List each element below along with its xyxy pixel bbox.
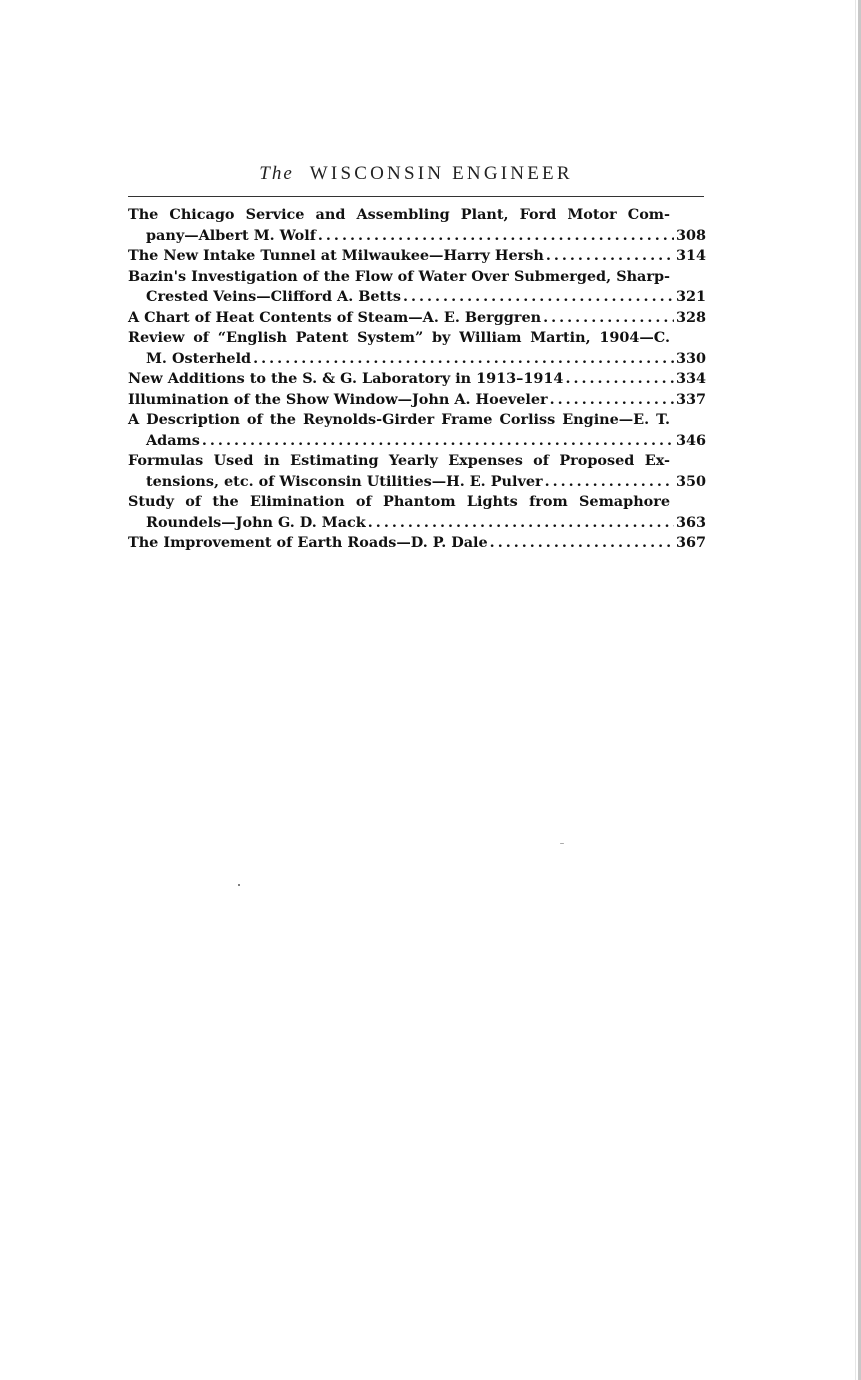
- dot-leader: [403, 287, 674, 308]
- toc-entry: [128, 390, 707, 411]
- toc-entry: [128, 205, 707, 246]
- toc-entry-leader-line: [128, 513, 707, 534]
- table-of-contents: [128, 205, 707, 554]
- page-number: 363: [676, 513, 707, 531]
- header-rule: [128, 196, 704, 197]
- toc-entry-text: Roundels—John G. D. Mack: [146, 513, 366, 531]
- dot-leader: [565, 369, 674, 390]
- dot-leader: [545, 472, 674, 493]
- dot-leader: [318, 226, 674, 247]
- page-number: 367: [676, 534, 707, 551]
- toc-entry-text: M. Osterheld: [146, 349, 252, 367]
- page-number: 330: [676, 349, 707, 367]
- toc-entry: [128, 267, 707, 308]
- dot-leader: [202, 431, 674, 452]
- toc-entry: [128, 492, 707, 533]
- toc-entry-text: Adams: [146, 431, 200, 449]
- dot-leader: [546, 246, 674, 267]
- toc-entry-leader-line: [128, 226, 707, 247]
- running-head-title: WISCONSIN ENGINEER: [309, 163, 573, 184]
- toc-entry-leader-line: [128, 287, 707, 308]
- toc-entry: [128, 410, 707, 451]
- toc-entry: [128, 451, 707, 492]
- toc-entry-title-line: Formulas Used in Estimating Yearly Expenses of Proposed Ex-: [128, 452, 670, 469]
- toc-entry-leader-line: [128, 472, 707, 493]
- page-number: 328: [676, 308, 707, 326]
- toc-entry: [128, 308, 707, 329]
- toc-entry: [128, 246, 707, 267]
- toc-entry-leader-line: [128, 308, 707, 329]
- page-edge-shadow: [855, 0, 856, 1380]
- toc-entry-leader-line: [128, 349, 707, 370]
- toc-entry-text: New Additions to the S. & G. Laboratory in 1913–1914: [128, 370, 564, 387]
- toc-entry-text: tensions, etc. of Wisconsin Utilities—H. E. Pulver: [146, 472, 543, 490]
- paper-speck: [238, 884, 240, 886]
- toc-entry-leader-line: [128, 369, 707, 390]
- running-head-article: The: [259, 163, 294, 184]
- toc-entry-text: pany—Albert M. Wolf: [146, 226, 316, 244]
- toc-entry-leader-line: [128, 533, 707, 554]
- paper-speck: [560, 843, 564, 844]
- toc-entry-text: Crested Veins—Clifford A. Betts: [146, 288, 401, 305]
- toc-entry: [128, 328, 707, 369]
- toc-entry-title-line: Review of “English Patent System” by William Martin, 1904—C.: [128, 329, 670, 346]
- toc-entry-title-line: Bazin's Investigation of the Flow of Water Over Submerged, Sharp-: [128, 267, 670, 285]
- page-number: 337: [676, 390, 707, 408]
- dot-leader: [543, 308, 674, 329]
- running-head: [128, 163, 704, 185]
- toc-entry: [128, 533, 707, 554]
- dot-leader: [550, 390, 674, 411]
- toc-entry-title-line: Study of the Elimination of Phantom Lights from Semaphore: [128, 493, 670, 510]
- dot-leader: [253, 349, 674, 370]
- toc-entry-text: A Chart of Heat Contents of Steam—A. E. Berggren: [128, 308, 542, 326]
- dot-leader: [368, 513, 674, 534]
- page-number: 350: [676, 472, 707, 490]
- toc-entry-leader-line: [128, 390, 707, 411]
- toc-entry-leader-line: [128, 431, 707, 452]
- toc-entry-title-line: The Chicago Service and Assembling Plant, Ford Motor Com-: [128, 206, 670, 223]
- toc-entry-text: Illumination of the Show Window—John A. Hoeveler: [128, 390, 548, 408]
- page-number: 346: [676, 431, 707, 449]
- dot-leader: [490, 533, 674, 554]
- page-number: 321: [676, 288, 707, 305]
- toc-entry-text: The New Intake Tunnel at Milwaukee—Harry Hersh: [128, 247, 544, 264]
- page-number: 334: [676, 370, 707, 387]
- toc-entry: [128, 369, 707, 390]
- toc-entry-leader-line: [128, 246, 707, 267]
- toc-entry-text: The Improvement of Earth Roads—D. P. Dale: [128, 534, 488, 551]
- page-number: 308: [676, 226, 707, 244]
- toc-entry-title-line: A Description of the Reynolds-Girder Frame Corliss Engine—E. T.: [128, 411, 670, 428]
- page-number: 314: [676, 247, 707, 264]
